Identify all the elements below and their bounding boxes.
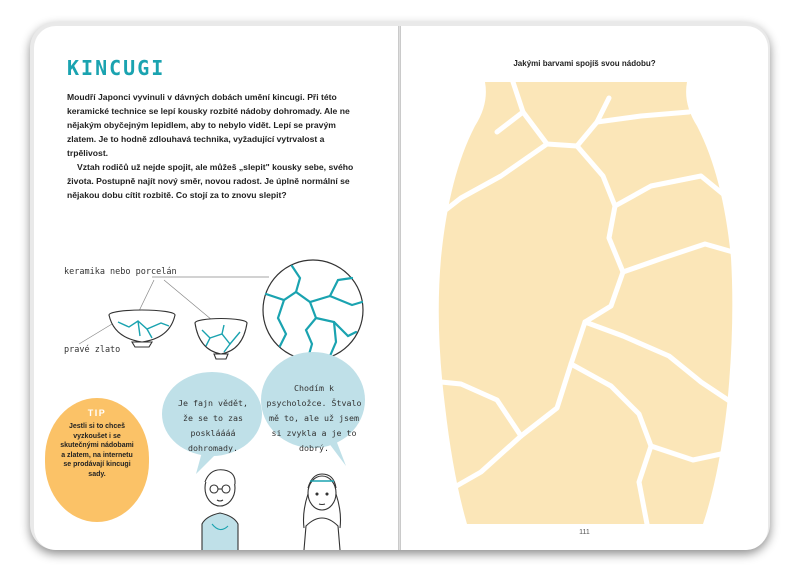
boy-character: [202, 470, 238, 550]
left-page: [34, 26, 398, 550]
tip-text: Jestli si to chceš vyzkoušet i se skutečnými nádobami a zlatem, na internetu se prodávají kincugi sady.: [60, 423, 134, 478]
paragraph-2: Vztah rodičů už nejde spojit, ale můžeš „slepit" kousky sebe, svého života. Postupně najít nový směr, novou radost. Je úplně normální se nějakou dobu cítit rozbitě. Co stojí za to znovu slepit?: [67, 162, 354, 200]
tip-box: [45, 398, 149, 522]
magnified-crack-detail: [263, 260, 363, 360]
page-number: 111: [579, 529, 590, 536]
right-page: [401, 26, 768, 550]
girl-character: [304, 474, 341, 550]
cracked-bowl-2: [195, 319, 247, 360]
paragraph-1: Moudří Japonci vyvinuli v dávných dobách umění kincugi. Při této keramické technice se lepí kousky rozbité nádoby dohromady. Ale ne nějakým obyčejným lepidlem, aby to nebylo vidět. Lepí se pravým zlatem. Je to hodně zdlouhavá technika, vyžadující vytrvalost a trpělivost.: [67, 92, 350, 158]
tip-title: TIP: [87, 408, 107, 418]
vase-illustration: [401, 26, 768, 550]
bubble-1-text: Je fajn vědět, že se to zas poskláááá dohromady.: [178, 398, 248, 453]
label-ceramic: keramika nebo porcelán: [64, 267, 177, 277]
label-gold: pravé zlato: [64, 345, 121, 355]
page-title: KINCUGI: [67, 56, 166, 80]
bubble-2-text: Chodím k psycholožce. Štvalo mě to, ale už jsem si zvykla a je to dobrý.: [266, 383, 362, 453]
coloring-question: Jakými barvami spojíš svou nádobu?: [513, 59, 656, 68]
intro-text: [67, 90, 367, 202]
cracked-bowl-1: [109, 310, 175, 347]
